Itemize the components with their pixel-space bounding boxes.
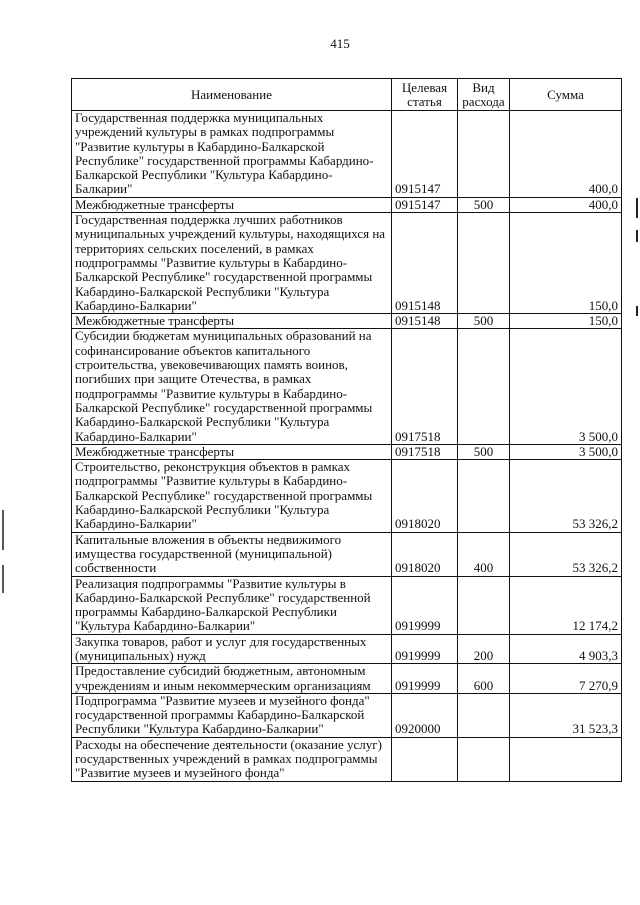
cell-type: 200	[458, 634, 510, 664]
cell-sum: 3 500,0	[510, 444, 622, 459]
cell-sum: 3 500,0	[510, 329, 622, 444]
cell-type: 500	[458, 444, 510, 459]
cell-name: Расходы на обеспечение деятельности (оказание услуг) государственных учреждений в рамках подпрограммы "Развитие музеев и музейного фонда"	[72, 737, 392, 781]
table-row	[72, 737, 622, 781]
cell-name: Капитальные вложения в объекты недвижимого имущества государственной (муниципальной) собственности	[72, 532, 392, 576]
table-row	[72, 314, 622, 329]
cell-name: Предоставление субсидий бюджетным, автономным учреждениям и иным некоммерческим организациям	[72, 664, 392, 694]
table-row	[72, 213, 622, 314]
header-type: Вид расхода	[458, 79, 510, 111]
cell-type: 500	[458, 197, 510, 212]
cell-code: 0915147	[392, 197, 458, 212]
page-number: 415	[330, 36, 350, 51]
cell-code: 0918020	[392, 460, 458, 532]
cell-code: 0915148	[392, 314, 458, 329]
cell-sum: 150,0	[510, 213, 622, 314]
cell-name: Реализация подпрограммы "Развитие культуры в Кабардино-Балкарской Республике" государственной программы Кабардино-Балкарской Республики "Культура Кабардино-Балкарии"	[72, 576, 392, 634]
header-sum: Сумма	[510, 79, 622, 111]
cell-type	[458, 213, 510, 314]
cell-name: Государственная поддержка муниципальных учреждений культуры в рамках подпрограммы "Развитие культуры в Кабардино-Балкарской Республике" государственной программы Кабардино-Балкарской Республики "Культура Кабардино-Балкарии"	[72, 111, 392, 198]
cell-name: Межбюджетные трансферты	[72, 197, 392, 212]
table-row	[72, 664, 622, 694]
cell-type	[458, 737, 510, 781]
table-row	[72, 634, 622, 664]
cell-type	[458, 111, 510, 198]
cell-type: 500	[458, 314, 510, 329]
table-header-row	[72, 79, 622, 111]
scan-edge-mark	[2, 565, 4, 593]
cell-code: 0915147	[392, 111, 458, 198]
scan-edge-mark	[636, 306, 638, 316]
cell-sum: 7 270,9	[510, 664, 622, 694]
cell-sum: 12 174,2	[510, 576, 622, 634]
cell-sum	[510, 737, 622, 781]
cell-type: 400	[458, 532, 510, 576]
header-name: Наименование	[72, 79, 392, 111]
cell-code: 0917518	[392, 444, 458, 459]
cell-code: 0918020	[392, 532, 458, 576]
cell-name: Межбюджетные трансферты	[72, 444, 392, 459]
table-row	[72, 111, 622, 198]
cell-name: Государственная поддержка лучших работников муниципальных учреждений культуры, находящихся на территориях сельских поселений, в рамках подпрограммы "Развитие культуры в Кабардино-Балкарской Республике" государственной программы Кабардино-Балкарской Республики "Культура Кабардино-Балкарии"	[72, 213, 392, 314]
cell-name: Субсидии бюджетам муниципальных образований на софинансирование объектов капитального строительства, увековечивающих память воинов, погибших при защите Отечества, в рамках подпрограммы "Развитие культуры в Кабардино-Балкарской Республике" государственной программы Кабардино-Балкарской Республики "Культура Кабардино-Балкарии"	[72, 329, 392, 444]
table-row	[72, 444, 622, 459]
cell-code: 0919999	[392, 634, 458, 664]
cell-name: Подпрограмма "Развитие музеев и музейного фонда" государственной программы Кабардино-Балкарской Республики "Культура Кабардино-Балкарии"	[72, 693, 392, 737]
cell-code	[392, 737, 458, 781]
table-row	[72, 532, 622, 576]
cell-code: 0919999	[392, 664, 458, 694]
cell-sum: 400,0	[510, 111, 622, 198]
table-row	[72, 693, 622, 737]
table-body	[72, 111, 622, 782]
cell-code: 0919999	[392, 576, 458, 634]
header-code: Целевая статья	[392, 79, 458, 111]
budget-table	[71, 78, 622, 782]
cell-name: Строительство, реконструкция объектов в рамках подпрограммы "Развитие культуры в Кабардино-Балкарской Республике" государственной программы Кабардино-Балкарской Республики "Культура Кабардино-Балкарии"	[72, 460, 392, 532]
table-row	[72, 576, 622, 634]
table-row	[72, 197, 622, 212]
cell-sum: 400,0	[510, 197, 622, 212]
cell-name: Закупка товаров, работ и услуг для государственных (муниципальных) нужд	[72, 634, 392, 664]
scan-edge-mark	[636, 198, 638, 218]
scan-edge-mark	[636, 230, 638, 242]
cell-sum: 53 326,2	[510, 532, 622, 576]
scan-edge-mark	[2, 510, 4, 550]
cell-name: Межбюджетные трансферты	[72, 314, 392, 329]
table-row	[72, 329, 622, 444]
cell-type	[458, 576, 510, 634]
cell-type	[458, 460, 510, 532]
table-row	[72, 460, 622, 532]
cell-code: 0917518	[392, 329, 458, 444]
cell-sum: 150,0	[510, 314, 622, 329]
cell-sum: 53 326,2	[510, 460, 622, 532]
cell-sum: 4 903,3	[510, 634, 622, 664]
cell-code: 0920000	[392, 693, 458, 737]
cell-type	[458, 329, 510, 444]
cell-sum: 31 523,3	[510, 693, 622, 737]
cell-type	[458, 693, 510, 737]
cell-type: 600	[458, 664, 510, 694]
cell-code: 0915148	[392, 213, 458, 314]
